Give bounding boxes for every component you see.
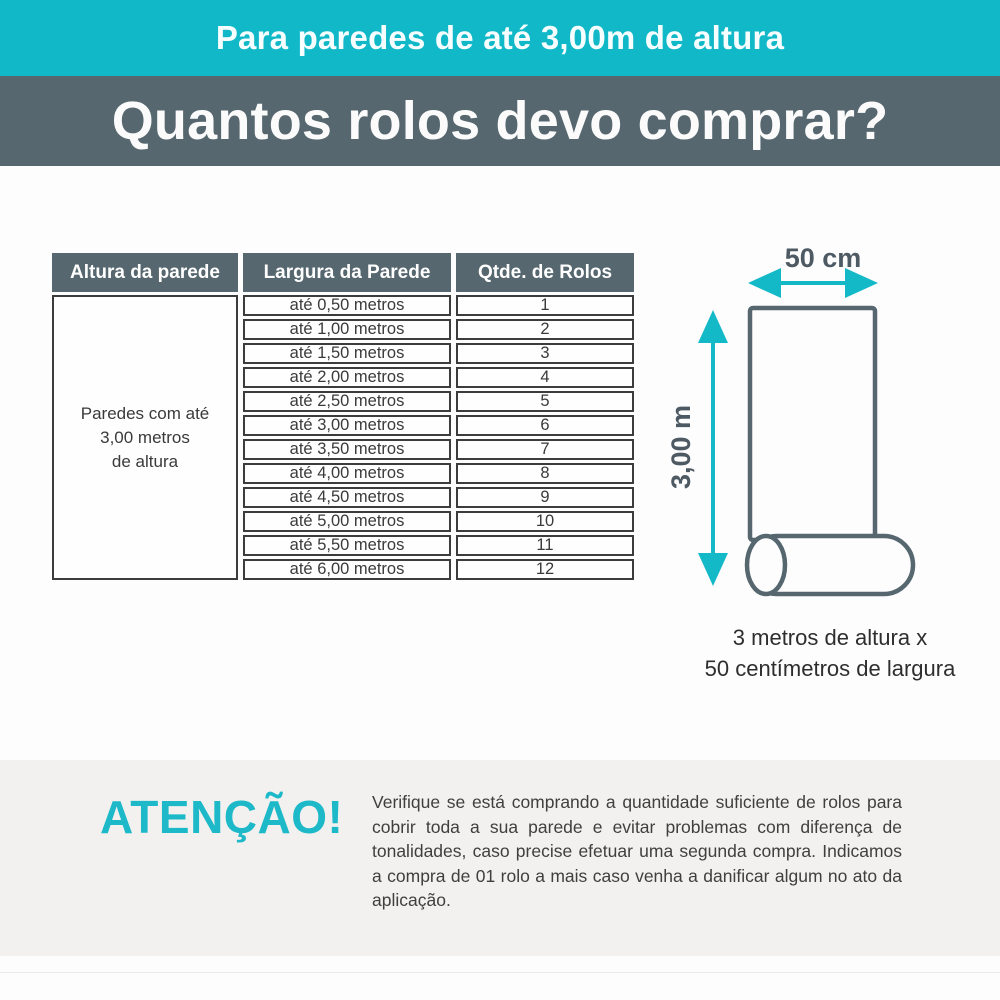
header-subtitle: Para paredes de até 3,00m de altura bbox=[215, 19, 785, 56]
roll-end-face bbox=[747, 536, 785, 594]
roll-qty-cell: 7 bbox=[456, 439, 634, 460]
bottom-divider bbox=[0, 972, 1000, 973]
table-body bbox=[52, 295, 634, 580]
roll-qty-cell: 6 bbox=[456, 415, 634, 436]
wall-width-cell: até 3,50 metros bbox=[243, 439, 451, 460]
col-header-roll-qty: Qtde. de Rolos bbox=[456, 253, 634, 292]
roll-qty-cell: 3 bbox=[456, 343, 634, 364]
wallpaper-sheet bbox=[750, 308, 875, 540]
roll-qty-cell: 5 bbox=[456, 391, 634, 412]
table-header-row bbox=[52, 253, 634, 292]
attention-body: Verifique se está comprando a quantidade suficiente de rolos para cobrir toda a sua parede e evitar problemas com diferença de tonalidades, caso precise efetuar uma segunda compra. Indicamos a compra de 01 rolo a mais caso venha a danificar algum no ato da aplicação. bbox=[372, 792, 902, 910]
roll-qty-cell: 11 bbox=[456, 535, 634, 556]
wall-width-cell: até 6,00 metros bbox=[243, 559, 451, 580]
roll-qty-cell: 4 bbox=[456, 367, 634, 388]
col-header-wall-height: Altura da parede bbox=[52, 253, 238, 292]
wall-width-cell: até 5,00 metros bbox=[243, 511, 451, 532]
header-subtitle-band bbox=[0, 0, 1000, 76]
wall-width-cell: até 4,50 metros bbox=[243, 487, 451, 508]
attention-title: ATENÇÃO! bbox=[100, 791, 344, 843]
roll-qty-cell: 8 bbox=[456, 463, 634, 484]
wall-width-cell: até 2,50 metros bbox=[243, 391, 451, 412]
roll-height-label: 3,00 m bbox=[666, 404, 696, 490]
caption-line-2: 50 centímetros de largura bbox=[704, 656, 956, 681]
rolls-table-header bbox=[52, 253, 634, 292]
wall-width-cell: até 1,50 metros bbox=[243, 343, 451, 364]
roll-qty-cell: 9 bbox=[456, 487, 634, 508]
wall-height-cell: Paredes com até 3,00 metros de altura bbox=[52, 295, 238, 580]
wall-width-cell: até 1,00 metros bbox=[243, 319, 451, 340]
col-header-wall-width: Largura da Parede bbox=[243, 253, 451, 292]
wall-width-cell: até 3,00 metros bbox=[243, 415, 451, 436]
wall-width-cell: até 2,00 metros bbox=[243, 367, 451, 388]
roll-qty-cell: 12 bbox=[456, 559, 634, 580]
roll-diagram bbox=[660, 225, 940, 605]
table-row bbox=[52, 295, 634, 316]
header-title-band bbox=[0, 76, 1000, 166]
attention-section bbox=[0, 760, 1000, 956]
roll-dimensions-caption bbox=[660, 622, 1000, 684]
roll-qty-cell: 1 bbox=[456, 295, 634, 316]
roll-width-label: 50 cm bbox=[784, 243, 862, 273]
wall-width-cell: até 4,00 metros bbox=[243, 463, 451, 484]
page-title: Quantos rolos devo comprar? bbox=[111, 91, 889, 151]
rolls-table bbox=[47, 250, 639, 583]
wall-width-cell: até 5,50 metros bbox=[243, 535, 451, 556]
height-arrow-icon bbox=[698, 310, 728, 586]
roll-qty-cell: 10 bbox=[456, 511, 634, 532]
wall-width-cell: até 0,50 metros bbox=[243, 295, 451, 316]
roll-qty-cell: 2 bbox=[456, 319, 634, 340]
caption-line-1: 3 metros de altura x bbox=[732, 625, 928, 650]
